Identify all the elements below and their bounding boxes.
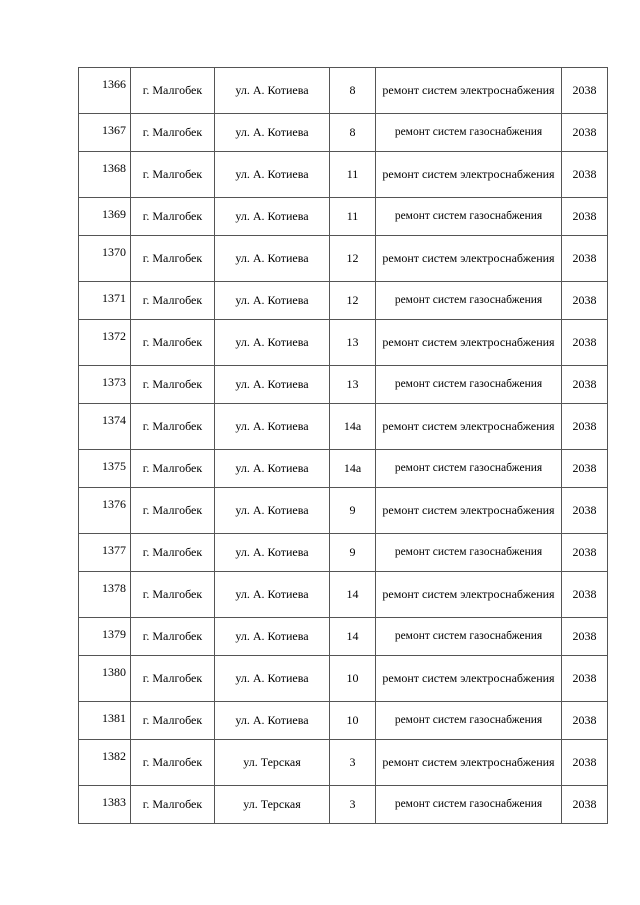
street-cell: ул. А. Котиева	[215, 404, 330, 450]
year-cell: 2038	[562, 702, 608, 740]
table-row	[79, 68, 608, 114]
street-cell: ул. А. Котиева	[215, 656, 330, 702]
row-number-cell: 1381	[79, 702, 131, 740]
row-number-cell: 1372	[79, 320, 131, 366]
table-row	[79, 534, 608, 572]
year-cell: 2038	[562, 114, 608, 152]
table-body	[79, 68, 608, 824]
city-cell: г. Малгобек	[131, 114, 215, 152]
city-cell: г. Малгобек	[131, 198, 215, 236]
street-cell: ул. А. Котиева	[215, 68, 330, 114]
table-row	[79, 572, 608, 618]
city-cell: г. Малгобек	[131, 366, 215, 404]
city-cell: г. Малгобек	[131, 656, 215, 702]
year-cell: 2038	[562, 534, 608, 572]
city-cell: г. Малгобек	[131, 450, 215, 488]
street-cell: ул. А. Котиева	[215, 236, 330, 282]
table-row	[79, 702, 608, 740]
work-type-cell: ремонт систем газоснабжения	[376, 450, 562, 488]
street-cell: ул. А. Котиева	[215, 534, 330, 572]
year-cell: 2038	[562, 740, 608, 786]
city-cell: г. Малгобек	[131, 152, 215, 198]
house-number-cell: 11	[330, 198, 376, 236]
house-number-cell: 8	[330, 68, 376, 114]
house-number-cell: 14	[330, 572, 376, 618]
work-type-cell: ремонт систем электроснабжения	[376, 740, 562, 786]
row-number-cell: 1366	[79, 68, 131, 114]
work-type-cell: ремонт систем газоснабжения	[376, 702, 562, 740]
row-number-cell: 1373	[79, 366, 131, 404]
house-number-cell: 11	[330, 152, 376, 198]
house-number-cell: 12	[330, 282, 376, 320]
street-cell: ул. А. Котиева	[215, 366, 330, 404]
year-cell: 2038	[562, 450, 608, 488]
city-cell: г. Малгобек	[131, 282, 215, 320]
work-type-cell: ремонт систем электроснабжения	[376, 656, 562, 702]
city-cell: г. Малгобек	[131, 740, 215, 786]
work-type-cell: ремонт систем электроснабжения	[376, 404, 562, 450]
house-number-cell: 14	[330, 618, 376, 656]
year-cell: 2038	[562, 152, 608, 198]
street-cell: ул. А. Котиева	[215, 572, 330, 618]
table-row	[79, 320, 608, 366]
city-cell: г. Малгобек	[131, 320, 215, 366]
row-number-cell: 1377	[79, 534, 131, 572]
street-cell: ул. А. Котиева	[215, 450, 330, 488]
work-type-cell: ремонт систем электроснабжения	[376, 68, 562, 114]
street-cell: ул. А. Котиева	[215, 152, 330, 198]
row-number-cell: 1370	[79, 236, 131, 282]
work-type-cell: ремонт систем электроснабжения	[376, 572, 562, 618]
table-row	[79, 618, 608, 656]
row-number-cell: 1375	[79, 450, 131, 488]
table-row	[79, 740, 608, 786]
row-number-cell: 1371	[79, 282, 131, 320]
house-number-cell: 9	[330, 488, 376, 534]
year-cell: 2038	[562, 488, 608, 534]
house-number-cell: 13	[330, 320, 376, 366]
year-cell: 2038	[562, 198, 608, 236]
table-row	[79, 366, 608, 404]
table-row	[79, 656, 608, 702]
table-row	[79, 786, 608, 824]
city-cell: г. Малгобек	[131, 534, 215, 572]
row-number-cell: 1376	[79, 488, 131, 534]
row-number-cell: 1380	[79, 656, 131, 702]
street-cell: ул. А. Котиева	[215, 282, 330, 320]
year-cell: 2038	[562, 786, 608, 824]
work-type-cell: ремонт систем газоснабжения	[376, 366, 562, 404]
year-cell: 2038	[562, 618, 608, 656]
row-number-cell: 1379	[79, 618, 131, 656]
work-type-cell: ремонт систем электроснабжения	[376, 320, 562, 366]
house-number-cell: 13	[330, 366, 376, 404]
year-cell: 2038	[562, 656, 608, 702]
row-number-cell: 1382	[79, 740, 131, 786]
work-type-cell: ремонт систем электроснабжения	[376, 152, 562, 198]
house-number-cell: 12	[330, 236, 376, 282]
street-cell: ул. А. Котиева	[215, 488, 330, 534]
table-row	[79, 488, 608, 534]
work-type-cell: ремонт систем газоснабжения	[376, 618, 562, 656]
table-row	[79, 450, 608, 488]
work-type-cell: ремонт систем газоснабжения	[376, 534, 562, 572]
row-number-cell: 1367	[79, 114, 131, 152]
city-cell: г. Малгобек	[131, 786, 215, 824]
street-cell: ул. Терская	[215, 786, 330, 824]
house-number-cell: 10	[330, 656, 376, 702]
work-type-cell: ремонт систем электроснабжения	[376, 488, 562, 534]
work-type-cell: ремонт систем газоснабжения	[376, 282, 562, 320]
street-cell: ул. А. Котиева	[215, 618, 330, 656]
row-number-cell: 1383	[79, 786, 131, 824]
row-number-cell: 1374	[79, 404, 131, 450]
work-type-cell: ремонт систем электроснабжения	[376, 236, 562, 282]
house-number-cell: 14а	[330, 404, 376, 450]
street-cell: ул. А. Котиева	[215, 320, 330, 366]
year-cell: 2038	[562, 572, 608, 618]
row-number-cell: 1378	[79, 572, 131, 618]
street-cell: ул. А. Котиева	[215, 198, 330, 236]
work-type-cell: ремонт систем газоснабжения	[376, 786, 562, 824]
street-cell: ул. А. Котиева	[215, 702, 330, 740]
house-number-cell: 10	[330, 702, 376, 740]
row-number-cell: 1368	[79, 152, 131, 198]
house-number-cell: 3	[330, 786, 376, 824]
city-cell: г. Малгобек	[131, 572, 215, 618]
house-number-cell: 8	[330, 114, 376, 152]
city-cell: г. Малгобек	[131, 236, 215, 282]
work-type-cell: ремонт систем газоснабжения	[376, 198, 562, 236]
city-cell: г. Малгобек	[131, 404, 215, 450]
table-row	[79, 198, 608, 236]
table-row	[79, 152, 608, 198]
year-cell: 2038	[562, 68, 608, 114]
city-cell: г. Малгобек	[131, 488, 215, 534]
year-cell: 2038	[562, 282, 608, 320]
year-cell: 2038	[562, 320, 608, 366]
table-row	[79, 282, 608, 320]
street-cell: ул. А. Котиева	[215, 114, 330, 152]
house-number-cell: 14а	[330, 450, 376, 488]
house-number-cell: 3	[330, 740, 376, 786]
repair-schedule-table	[78, 67, 608, 824]
street-cell: ул. Терская	[215, 740, 330, 786]
city-cell: г. Малгобек	[131, 68, 215, 114]
row-number-cell: 1369	[79, 198, 131, 236]
table-row	[79, 236, 608, 282]
table-row	[79, 404, 608, 450]
table-row	[79, 114, 608, 152]
year-cell: 2038	[562, 236, 608, 282]
house-number-cell: 9	[330, 534, 376, 572]
work-type-cell: ремонт систем газоснабжения	[376, 114, 562, 152]
year-cell: 2038	[562, 366, 608, 404]
year-cell: 2038	[562, 404, 608, 450]
city-cell: г. Малгобек	[131, 702, 215, 740]
city-cell: г. Малгобек	[131, 618, 215, 656]
